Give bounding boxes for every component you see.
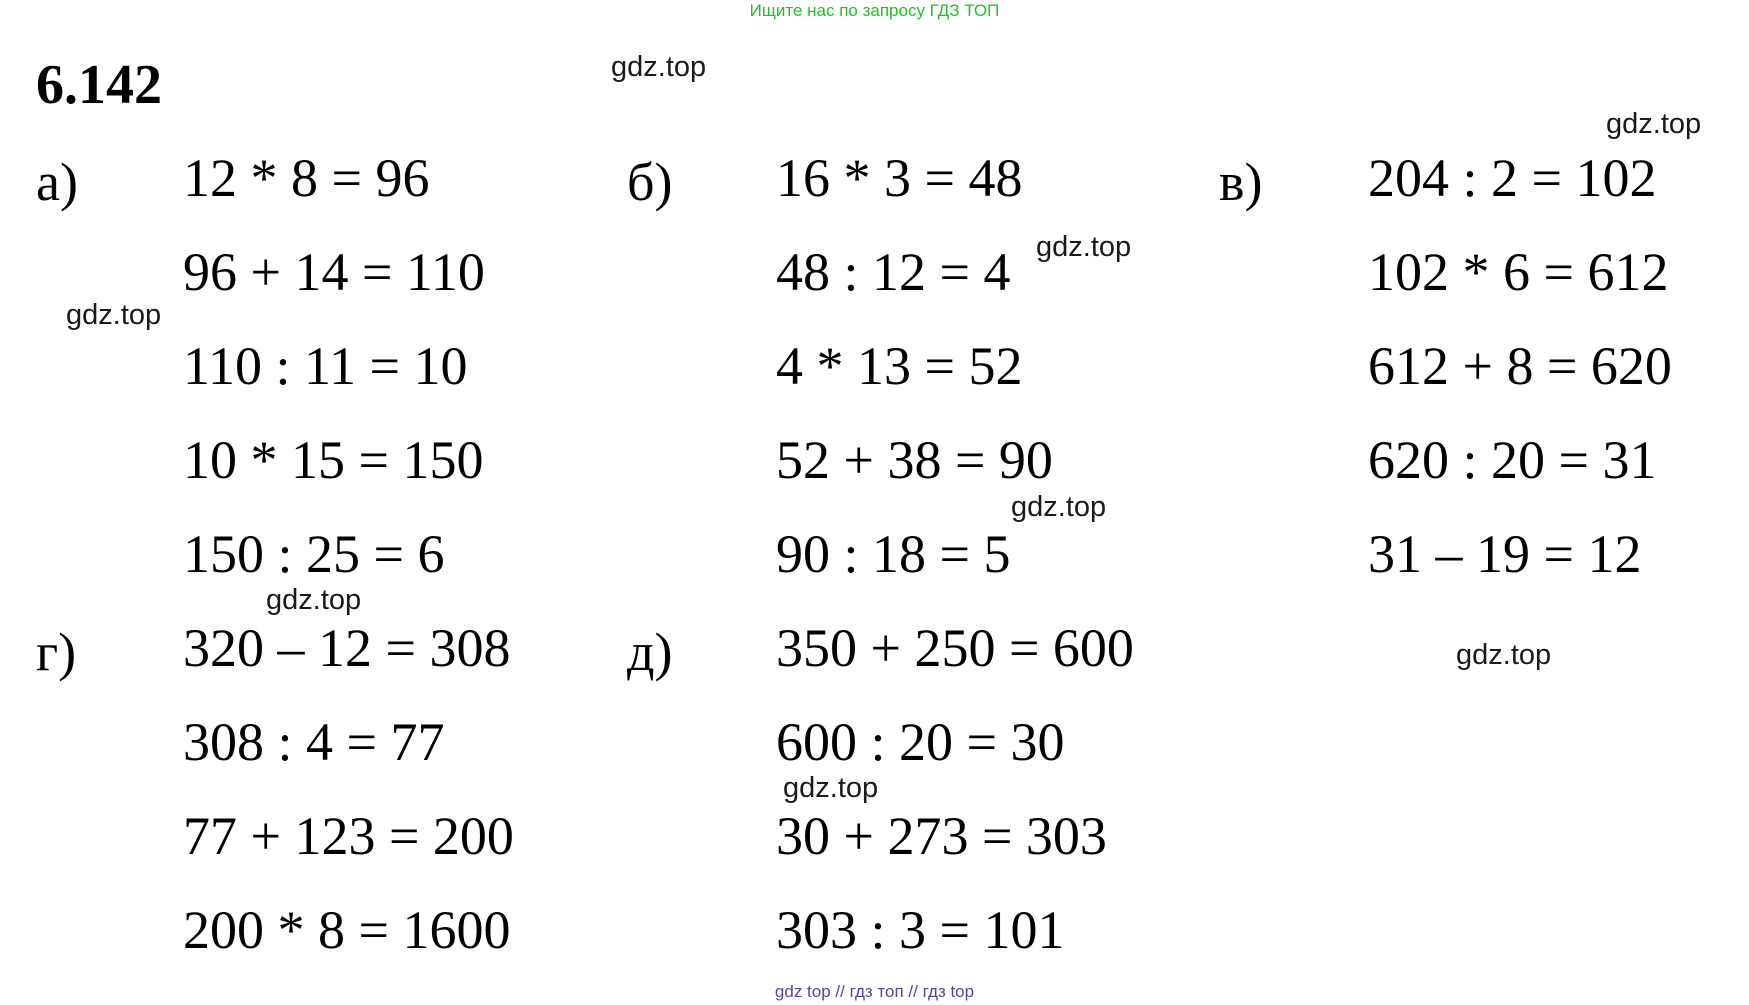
footer-links[interactable]: gdz top // гдз топ // гдз top (774, 982, 975, 1001)
watermark: gdz.top (266, 584, 362, 616)
equation-b-4: 52 + 38 = 90 (776, 430, 1053, 490)
equation-g-3: 77 + 123 = 200 (183, 806, 514, 866)
equation-a-1: 12 * 8 = 96 (183, 148, 430, 208)
equation-a-3: 110 : 11 = 10 (183, 336, 468, 396)
group-label-g: г) (36, 622, 77, 682)
watermark: gdz.top (1606, 108, 1702, 140)
group-label-v: в) (1219, 152, 1263, 212)
equation-d-3: 30 + 273 = 303 (776, 806, 1107, 866)
equation-g-2: 308 : 4 = 77 (183, 712, 445, 772)
equation-b-3: 4 * 13 = 52 (776, 336, 1023, 396)
equation-v-4: 620 : 20 = 31 (1368, 430, 1657, 490)
exercise-number: 6.142 (36, 54, 162, 116)
watermark: gdz.top (611, 51, 707, 83)
equation-b-2: 48 : 12 = 4 (776, 242, 1011, 302)
equation-g-4: 200 * 8 = 1600 (183, 900, 511, 960)
group-label-b: б) (627, 152, 673, 212)
equation-b-1: 16 * 3 = 48 (776, 148, 1023, 208)
watermark: gdz.top (783, 772, 879, 804)
equation-a-5: 150 : 25 = 6 (183, 524, 445, 584)
top-banner[interactable]: Ищите нас по запросу ГДЗ ТОП (749, 1, 1000, 20)
equation-a-4: 10 * 15 = 150 (183, 430, 484, 490)
watermark: gdz.top (1036, 231, 1132, 263)
group-label-a: а) (36, 152, 78, 212)
equation-v-3: 612 + 8 = 620 (1368, 336, 1672, 396)
equation-b-5: 90 : 18 = 5 (776, 524, 1011, 584)
watermark: gdz.top (1456, 639, 1552, 671)
equation-d-4: 303 : 3 = 101 (776, 900, 1065, 960)
equation-v-1: 204 : 2 = 102 (1368, 148, 1657, 208)
equation-a-2: 96 + 14 = 110 (183, 242, 485, 302)
equation-g-1: 320 – 12 = 308 (183, 618, 511, 678)
equation-d-1: 350 + 250 = 600 (776, 618, 1134, 678)
equation-d-2: 600 : 20 = 30 (776, 712, 1065, 772)
watermark: gdz.top (66, 299, 162, 331)
watermark: gdz.top (1011, 491, 1107, 523)
equation-v-5: 31 – 19 = 12 (1368, 524, 1642, 584)
equation-v-2: 102 * 6 = 612 (1368, 242, 1669, 302)
group-label-d: д) (627, 622, 673, 682)
